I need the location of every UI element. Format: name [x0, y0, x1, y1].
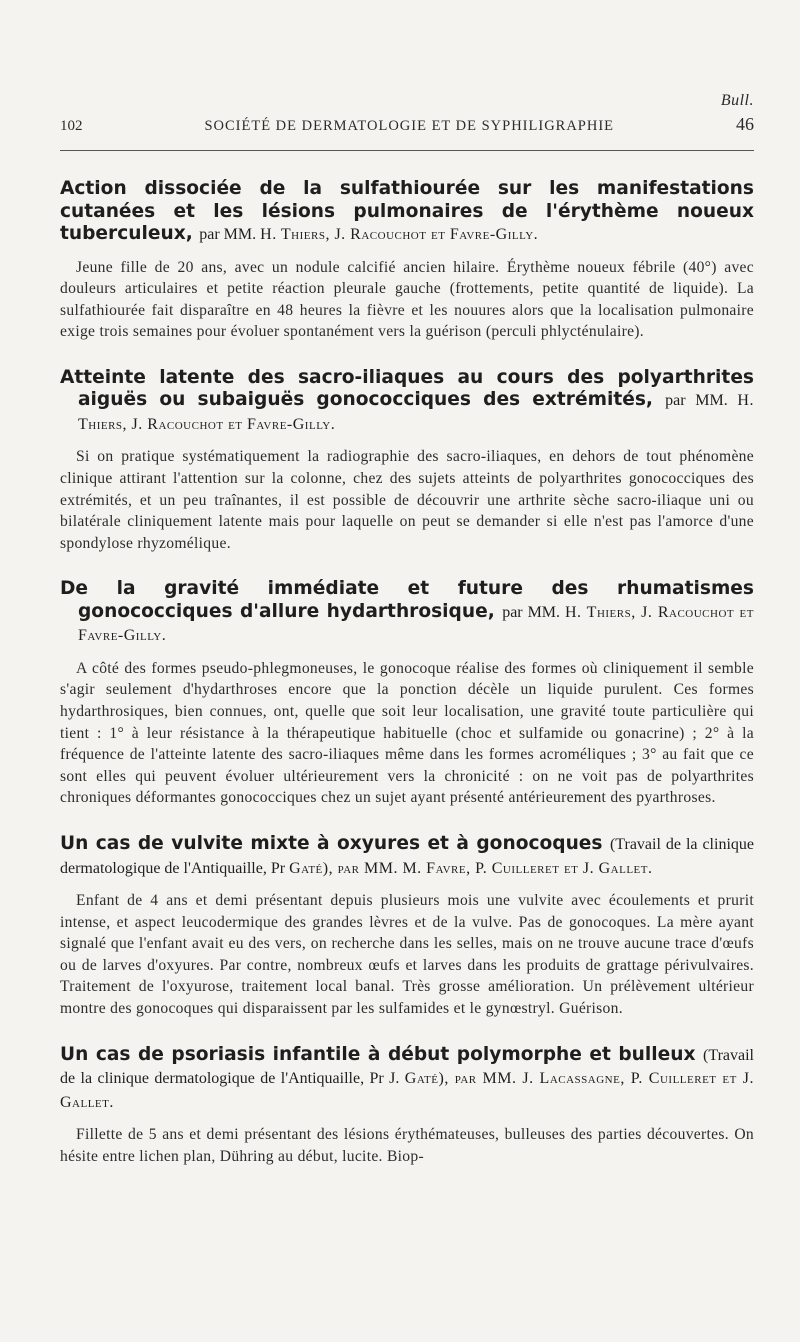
article-sacro-iliaques [60, 367, 754, 554]
authors-names: H. Thiers, J. Racouchot et Favre-Gilly. [78, 392, 754, 433]
article-title [60, 178, 754, 247]
authors-prefix: par MM. [199, 226, 261, 243]
authors-names: Gaté), par MM. M. Favre, P. Cuilleret et J. Gallet. [289, 859, 653, 877]
article-list [60, 178, 754, 1191]
article-authors [199, 226, 538, 243]
article-title-text: Un cas de psoriasis infantile à début polymorphe et bulleux [60, 1043, 696, 1065]
article-title-text: Un cas de vulvite mixte à oxyures et à gonocoques [60, 833, 603, 854]
article-title-text: Atteinte latente des sacro-iliaques au cours des polyarthrites aiguës ou subaiguës gonococciques des extrémités, [60, 366, 754, 411]
article-vulvite [60, 833, 754, 1020]
authors-prefix: (Travail de la clinique dermatologique de l'Antiquaille, Pr [60, 836, 754, 877]
article-title [60, 578, 754, 648]
article-body: Fillette de 5 ans et demi présentant des lésions érythémateuses, bulleuses des parties découvertes. On hésite entre lichen plan, Dühring au début, lucite. Biop- [60, 1126, 754, 1165]
article-body: Jeune fille de 20 ans, avec un nodule calcifié ancien hilaire. Érythème noueux fébrile (40°) avec douleurs articulaires et petite réaction pleurale gauche (frottements, petite quantité de liquide). La sulfathiourée fait disparaître en 48 heures la fièvre et les nouures alors que la localisation pulmonaire exige trois semaines pour évoluer spontanément vers la guérison (perculi phlycténulaire). [60, 258, 754, 341]
authors-names: H. Thiers, J. Racouchot et Favre-Gilly. [260, 226, 539, 243]
page-number: 102 [60, 118, 83, 134]
article-erytheme-noueux [60, 178, 754, 343]
header-rule [60, 150, 754, 151]
authors-names: Gaté), par MM. J. Lacassagne, P. Cuilleret et J. Gallet. [60, 1070, 754, 1111]
article-psoriasis [60, 1044, 754, 1168]
article-body: Enfant de 4 ans et demi présentant depuis plusieurs mois une vulvite avec écoulements et prurit intense, et aspect leucodermique des grandes lèvres et de la vulve. Pas de gonocoques. La mère ayant signalé que l'enfant avait eu des vers, on recherche dans les selles, mais on ne trouve aucune trace d'œufs ou de larves d'oxyures. Par contre, nombreux œufs et larves dans les produits de grattage périvulvaires. Traitement de l'oxyurose, traitement local banal. Très grosse amélioration. Un prélèvement ultérieur montre des gonocoques qui disparaissent par les sulfamides et le gynœstryl. Guérison. [60, 892, 754, 1017]
running-header [60, 114, 754, 135]
journal-title: SOCIÉTÉ DE DERMATOLOGIE ET DE SYPHILIGRAPHIE [204, 118, 615, 134]
article-title-text: De la gravité immédiate et future des rhumatismes gonococciques d'allure hydarthrosique, [60, 578, 754, 622]
article-body: A côté des formes pseudo-phlegmoneuses, le gonocoque réalise des formes où cliniquement il semble s'agir seulement d'hydarthroses encore que la ponction décèle un liquide purulent. Ces formes hydarthrosiques, bien connues, ont, quelle que soit leur localisation, une gravité toute particulière qui tient : 1° à leur résistance à la thérapeutique habituelle (choc et sulfamide ou gonacrine) ; 2° à la fréquence de l'atteinte latente des sacro-iliaques même dans les formes acroméliques ; 3° au fait que ce sont elles qui peuvent évoluer ultérieurement vers la chronicité : on ne voit pas de polyarthrites chroniques déformantes gonococciques chez un sujet ayant présenté antérieurement des pyarthroses. [60, 659, 754, 807]
article-title-text: Action dissociée de la sulfathiourée sur les manifestations cutanées et les lésions pulmonaires de l'érythème noueux tuberculeux, [60, 178, 754, 244]
bull-annotation: Bull. [720, 92, 754, 109]
article-rhumatismes [60, 578, 754, 809]
article-title [60, 1044, 754, 1115]
authors-prefix: (Travail de la clinique dermatologique de l'Antiquaille, Pr J. [60, 1046, 754, 1088]
article-title [60, 367, 754, 437]
authors-prefix: par MM. [665, 392, 738, 410]
authors-prefix: par MM. [502, 603, 565, 621]
authors-names: H. Thiers, J. Racouchot et Favre-Gilly. [78, 603, 754, 645]
article-title [60, 833, 754, 880]
article-body: Si on pratique systématiquement la radiographie des sacro-iliaques, en dehors de tout phénomène clinique attirant l'attention sur la colonne, chez des sujets atteints de polyarthrites gonococciques des extrémités, et un peu traînantes, il est possible de découvrir une arthrite sèche sacro-iliaque uni ou bilatérale cliniquement latente mais pour laquelle on peut se demander si elle n'est pas l'amorce d'une spondylose rhyzomélique. [60, 448, 754, 552]
volume-number: 46 [735, 114, 754, 134]
